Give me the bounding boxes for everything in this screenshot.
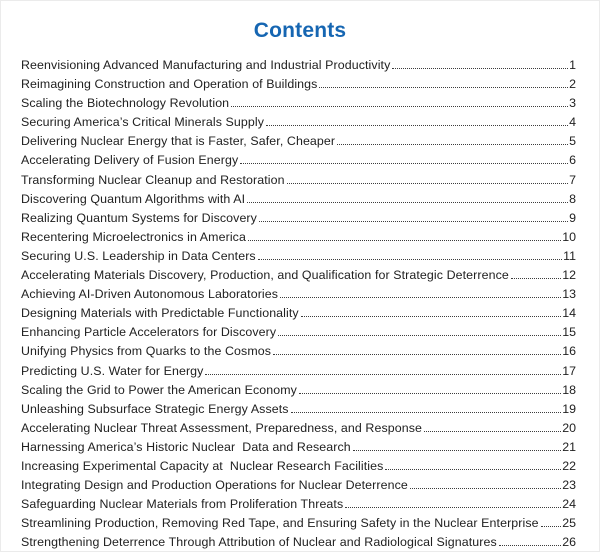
toc-entry-title: Scaling the Grid to Power the American Economy (21, 382, 297, 397)
dot-leader (541, 526, 562, 527)
toc-entry-page: 22 (562, 458, 576, 473)
toc-entry (21, 56, 576, 75)
toc-entry-page: 11 (563, 248, 576, 263)
page-title: Contents (253, 19, 347, 42)
toc-entry (21, 533, 576, 552)
toc-entry-title: Safeguarding Nuclear Materials from Proliferation Threats (21, 497, 344, 512)
toc-entry-page: 25 (562, 516, 576, 531)
toc-entry (21, 495, 576, 514)
dot-leader (337, 144, 568, 145)
toc-entry-title: Achieving AI-Driven Autonomous Laboratories (21, 287, 279, 302)
toc-entry-title: Streamlining Production, Removing Red Tape, and Ensuring Safety in the Nuclear Enterprise (21, 516, 539, 531)
toc-entry (21, 400, 576, 419)
toc-entry-title: Scaling the Biotechnology Revolution (21, 96, 230, 111)
toc-entry-title: Unifying Physics from Quarks to the Cosmos (21, 344, 272, 359)
toc-entry-page: 19 (562, 401, 576, 416)
dot-leader (278, 335, 561, 336)
toc-entry-title: Recentering Microelectronics in America (21, 229, 246, 244)
dot-leader (266, 125, 568, 126)
toc-entry (21, 228, 576, 247)
dot-leader (353, 450, 561, 451)
toc-entry-title: Designing Materials with Predictable Functionality (21, 306, 299, 321)
toc-entry (21, 342, 576, 361)
toc-entry-page: 23 (562, 478, 576, 493)
toc-entry (21, 438, 576, 457)
toc-entry-page: 21 (562, 439, 576, 454)
toc-entry-page: 12 (562, 268, 576, 283)
toc-entry-page: 13 (562, 287, 576, 302)
toc-entry-title: Harnessing America’s Historic Nuclear Data and Research (21, 439, 351, 454)
toc-entry-title: Discovering Quantum Algorithms with AI (21, 191, 246, 206)
toc-entry-page: 20 (562, 420, 576, 435)
toc-entry-page: 15 (562, 325, 576, 340)
toc-entry-page: 1 (569, 58, 576, 72)
toc-entry-title: Integrating Design and Production Operations for Nuclear Deterrence (21, 478, 408, 493)
dot-leader (258, 259, 562, 260)
dot-leader (511, 278, 561, 279)
toc-entry-title: Transforming Nuclear Cleanup and Restoration (21, 172, 285, 187)
dot-leader (231, 106, 568, 107)
toc-entry (21, 514, 576, 533)
toc-entry-title: Reimagining Construction and Operation of Buildings (21, 77, 318, 92)
toc-entry (21, 75, 576, 94)
toc-entry-page: 8 (569, 191, 576, 206)
toc-entry (21, 323, 576, 342)
toc-entry-page: 26 (562, 535, 576, 550)
toc-entry (21, 457, 576, 476)
dot-leader (410, 488, 561, 489)
toc-entry (21, 419, 576, 438)
toc-entry-title: Reenvisioning Advanced Manufacturing and Industrial Productivity (21, 58, 391, 72)
toc-entry-page: 10 (562, 229, 576, 244)
dot-leader (273, 354, 561, 355)
toc-entry (21, 94, 576, 113)
toc-entry-page: 24 (562, 497, 576, 512)
toc-entry-title: Increasing Experimental Capacity at Nuclear Research Facilities (21, 458, 384, 473)
toc-entry-title: Realizing Quantum Systems for Discovery (21, 210, 257, 225)
dot-leader (499, 545, 561, 546)
toc-entry-page: 16 (562, 344, 576, 359)
toc-entry-page: 9 (569, 210, 576, 225)
dot-leader (319, 87, 568, 88)
dot-leader (280, 297, 561, 298)
dot-leader (287, 183, 569, 184)
dot-leader (424, 431, 561, 432)
toc-entry-page: 18 (562, 382, 576, 397)
toc-entry-title: Predicting U.S. Water for Energy (21, 363, 204, 378)
toc-entry-page: 4 (569, 115, 576, 130)
toc-entry-title: Enhancing Particle Accelerators for Discovery (21, 325, 277, 340)
toc-entry-page: 6 (569, 153, 576, 168)
toc-entry-title: Unleashing Subsurface Strategic Energy Assets (21, 401, 289, 416)
toc-entry-title: Accelerating Nuclear Threat Assessment, Preparedness, and Response (21, 420, 423, 435)
toc-entry-title: Securing U.S. Leadership in Data Centers (21, 248, 256, 263)
toc-entry-page: 14 (562, 306, 576, 321)
dot-leader (299, 393, 561, 394)
dot-leader (301, 316, 561, 317)
toc-entry-title: Accelerating Delivery of Fusion Energy (21, 153, 239, 168)
toc-entry (21, 362, 576, 381)
toc-entry (21, 285, 576, 304)
toc-entry-title: Securing America’s Critical Minerals Supply (21, 115, 265, 130)
toc-entry-title: Accelerating Materials Discovery, Production, and Qualification for Strategic Deterrence (21, 268, 509, 283)
toc-entry-page: 3 (569, 96, 576, 111)
toc-entry (21, 304, 576, 323)
dot-leader (259, 221, 568, 222)
toc-entry (21, 266, 576, 285)
toc-entry (21, 151, 576, 170)
toc-entry (21, 381, 576, 400)
table-of-contents (1, 56, 599, 552)
toc-entry-title: Strengthening Deterrence Through Attribution of Nuclear and Radiological Signatures (21, 535, 497, 550)
toc-entry (21, 476, 576, 495)
dot-leader (205, 374, 561, 375)
dot-leader (247, 202, 568, 203)
toc-entry (21, 132, 576, 151)
toc-entry (21, 209, 576, 228)
toc-entry-page: 2 (569, 77, 576, 92)
toc-entry (21, 190, 576, 209)
toc-entry-page: 5 (569, 134, 576, 149)
toc-entry-page: 17 (562, 363, 576, 378)
dot-leader (240, 163, 568, 164)
toc-entry (21, 247, 576, 266)
toc-entry-page: 7 (569, 172, 576, 187)
dot-leader (392, 68, 568, 69)
dot-leader (345, 507, 561, 508)
dot-leader (291, 412, 562, 413)
dot-leader (385, 469, 561, 470)
dot-leader (248, 240, 561, 241)
toc-entry (21, 171, 576, 190)
toc-entry (21, 113, 576, 132)
toc-entry-title: Delivering Nuclear Energy that is Faster, Safer, Cheaper (21, 134, 336, 149)
